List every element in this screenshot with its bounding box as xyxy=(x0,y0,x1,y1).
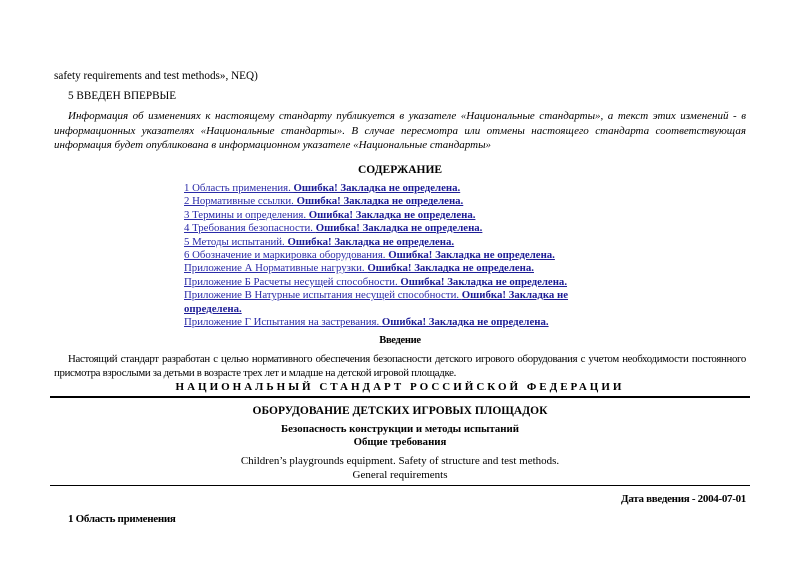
standard-subtitle-2: Общие требования xyxy=(353,436,447,448)
toc-item-error: Ошибка! Закладка не xyxy=(461,289,569,302)
item-5-introduced: 5 ВВЕДЕН ВПЕРВЫЕ xyxy=(68,90,177,102)
standard-header: НАЦИОНАЛЬНЫЙ СТАНДАРТ РОССИЙСКОЙ ФЕДЕРАЦИИ xyxy=(175,381,625,393)
toc-item-error: Ошибка! Закладка не определена. xyxy=(287,235,455,248)
toc-item-link[interactable]: 5 Методы испытаний. xyxy=(184,235,288,248)
toc-item-error: Ошибка! Закладка не определена. xyxy=(381,316,549,329)
effective-date: Дата введения - 2004-07-01 xyxy=(621,493,746,505)
toc-item-error: Ошибка! Закладка не определена. xyxy=(367,262,534,275)
english-title-1: Children’s playgrounds equipment. Safety of structure and test methods. xyxy=(240,455,560,467)
toc-item-link[interactable]: 4 Требования безопасности. xyxy=(184,222,316,235)
toc-item-link[interactable]: 3 Термины и определения. xyxy=(184,208,309,221)
toc-item-link[interactable]: Приложение В Натурные испытания несущей способности. xyxy=(184,289,462,302)
toc-item-link[interactable]: Приложение А Нормативные нагрузки. xyxy=(184,262,368,275)
toc-item-link[interactable]: 2 Нормативные ссылки. xyxy=(184,195,297,208)
title-rule xyxy=(50,485,750,486)
intro-title: Введение xyxy=(379,335,421,346)
toc-item-error: Ошибка! Закладка не определена. xyxy=(296,195,464,208)
toc-item-error: Ошибка! Закладка не определена. xyxy=(388,249,555,262)
toc-item[interactable] xyxy=(184,249,568,262)
toc-item-link[interactable]: Приложение Б Расчеты несущей способности. xyxy=(184,275,401,288)
toc-title: СОДЕРЖАНИЕ xyxy=(357,164,443,176)
intro-text: Настоящий стандарт разработан с целью нормативного обеспечения безопасности детского игрового оборудования с учетом необходимости постоянного присмотра взрослыми за детьми в возрасте трех лет и младше на детской игровой площадке. xyxy=(54,353,746,379)
standard-subtitle-1: Безопасность конструкции и методы испытаний xyxy=(281,423,519,435)
toc-item-link[interactable]: 6 Обозначение и маркировка оборудования. xyxy=(184,249,389,262)
toc-item-error: определена. xyxy=(184,302,242,315)
toc-item-link[interactable]: Приложение Г Испытания на застревания. xyxy=(184,316,382,329)
toc-item[interactable] xyxy=(184,289,568,302)
section-1-heading: 1 Область применения xyxy=(68,513,176,525)
toc-item-error: Ошибка! Закладка не определена. xyxy=(293,182,461,194)
toc-item-error: Ошибка! Закладка не определена. xyxy=(315,222,483,235)
standard-title: ОБОРУДОВАНИЕ ДЕТСКИХ ИГРОВЫХ ПЛОЩАДОК xyxy=(252,405,548,417)
toc-item[interactable] xyxy=(184,222,568,235)
toc-item-error: Ошибка! Закладка не определена. xyxy=(308,208,476,221)
preamble-continuation: safety requirements and test methods», NEQ) xyxy=(54,70,258,82)
toc-item[interactable] xyxy=(184,209,568,222)
toc-item[interactable] xyxy=(184,182,568,195)
toc-item[interactable] xyxy=(184,195,568,208)
header-rule xyxy=(50,396,750,398)
toc-item[interactable] xyxy=(184,236,568,249)
toc-item[interactable] xyxy=(184,316,568,329)
toc-item-link[interactable]: 1 Область применения. xyxy=(184,182,294,194)
toc-list xyxy=(184,182,568,329)
toc-item-error: Ошибка! Закладка не определена. xyxy=(400,275,568,288)
toc-item[interactable] xyxy=(184,262,568,275)
toc-item-continuation[interactable] xyxy=(184,303,568,316)
english-title-2: General requirements xyxy=(352,469,448,481)
toc-item[interactable] xyxy=(184,276,568,289)
info-paragraph: Информация об изменениях к настоящему стандарту публикуется в указателе «Национальные стандарты», а текст этих изменений - в информационных указателях «Национальные стандарты». В случае пересмотра или отмены настоящего стандарта соответствующая информация будет опубликована в информационном указателе «Национальные стандарты» xyxy=(54,110,746,151)
